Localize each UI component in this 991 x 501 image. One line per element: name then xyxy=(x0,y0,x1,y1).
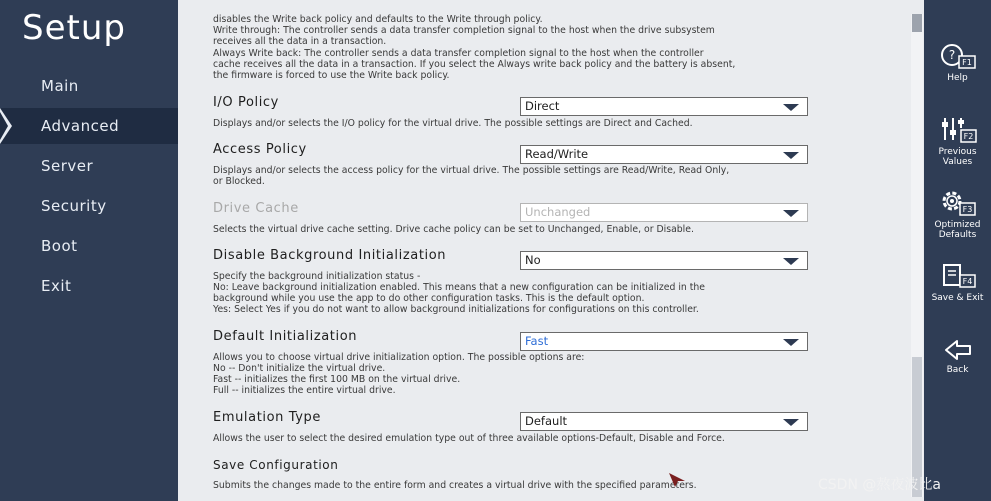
default-init-desc: No -- Don't initialize the virtual drive. xyxy=(213,363,386,374)
gear-icon xyxy=(939,189,977,217)
access-policy-desc: Displays and/or selects the access policy for the virtual drive. The possible settings are Read/Write, Read Only, xyxy=(213,165,730,176)
mouse-cursor-icon xyxy=(668,472,686,488)
drive-cache-dropdown xyxy=(520,203,808,222)
save-exit-label: Save & Exit xyxy=(931,293,984,303)
access-policy-value: Read/Write xyxy=(525,147,589,161)
nav-item-label: Server xyxy=(41,157,94,175)
default-init-desc: Full -- initializes the entire virtual drive. xyxy=(213,385,396,396)
nav-item-label: Advanced xyxy=(41,117,120,135)
vertical-scrollbar[interactable] xyxy=(911,14,923,497)
scrollbar-thumb[interactable] xyxy=(912,14,922,32)
disable-bgi-desc: Specify the background initialization status - xyxy=(213,271,421,282)
nav-item-label: Exit xyxy=(41,277,72,295)
default-init-desc: Allows you to choose virtual drive initialization option. The possible options are: xyxy=(213,352,585,363)
disable-bgi-desc: Yes: Select Yes if you do not want to allow background initializations for configurations on this controller. xyxy=(213,304,699,315)
chevron-down-icon xyxy=(783,152,799,159)
write-policy-desc-line: Write through: The controller sends a data transfer completion signal to the host when the drive subsystem xyxy=(213,25,715,36)
watermark-text: CSDN @熬夜波比a xyxy=(818,477,941,493)
default-init-dropdown[interactable] xyxy=(520,332,808,351)
help-icon xyxy=(939,44,977,70)
nav-item-label: Main xyxy=(41,77,79,95)
chevron-down-icon xyxy=(783,419,799,426)
chevron-down-icon xyxy=(783,104,799,111)
emulation-type-value: Default xyxy=(525,414,568,428)
previous-values-button[interactable] xyxy=(924,116,991,167)
nav-item-server[interactable] xyxy=(0,148,178,184)
io-policy-value: Direct xyxy=(525,99,560,113)
previous-label: Previous xyxy=(938,147,977,157)
default-init-label: Default Initialization xyxy=(213,329,358,344)
nav-item-advanced[interactable] xyxy=(0,108,178,144)
save-exit-icon xyxy=(939,262,977,290)
optimized-label: Optimized xyxy=(934,220,981,230)
svg-text:?: ? xyxy=(948,48,955,62)
optimized-defaults-button[interactable] xyxy=(924,189,991,240)
help-label: Help xyxy=(947,73,968,83)
default-init-value: Fast xyxy=(525,334,549,348)
access-policy-label: Access Policy xyxy=(213,142,307,157)
save-exit-button[interactable] xyxy=(924,262,991,303)
help-key: F1 xyxy=(961,58,972,67)
io-policy-desc: Displays and/or selects the I/O policy for the virtual drive. The possible settings are Direct and Cached. xyxy=(213,118,693,129)
back-button[interactable] xyxy=(924,338,991,375)
nav-item-main[interactable] xyxy=(0,68,178,104)
sliders-icon xyxy=(939,116,977,144)
emulation-type-label: Emulation Type xyxy=(213,410,321,425)
disable-bgi-value: No xyxy=(525,253,541,267)
main-panel xyxy=(178,0,924,501)
back-label: Back xyxy=(946,365,969,375)
drive-cache-value: Unchanged xyxy=(525,205,591,219)
nav-item-label: Security xyxy=(41,197,107,215)
nav-item-label: Boot xyxy=(41,237,78,255)
write-policy-desc-line: disables the Write back policy and defaults to the Write through policy. xyxy=(213,14,543,25)
nav-item-security[interactable] xyxy=(0,188,178,224)
write-policy-desc-line: cache receives all the data in a transaction. If you select the Always write back policy and the battery is absent, xyxy=(213,59,736,70)
nav-item-exit[interactable] xyxy=(0,268,178,304)
drive-cache-desc: Selects the virtual drive cache setting. Drive cache policy can be set to Unchanged, Enable, or Disable. xyxy=(213,224,694,235)
emulation-type-desc: Allows the user to select the desired emulation type out of three available options-Default, Disable and Force. xyxy=(213,433,725,444)
settings-form xyxy=(178,0,908,501)
drive-cache-label: Drive Cache xyxy=(213,201,299,216)
emulation-type-dropdown[interactable] xyxy=(520,412,808,431)
chevron-down-icon xyxy=(783,210,799,217)
help-button[interactable] xyxy=(924,44,991,83)
io-policy-dropdown[interactable] xyxy=(520,97,808,116)
back-arrow-icon xyxy=(939,338,977,362)
save-configuration-link[interactable]: Save Configuration xyxy=(213,458,339,472)
previous-label: Values xyxy=(942,157,973,167)
optimized-label: Defaults xyxy=(938,230,977,240)
chevron-down-icon xyxy=(783,258,799,265)
active-arrow-icon xyxy=(0,108,12,144)
write-policy-desc-line: receives all the data in a transaction. xyxy=(213,36,387,47)
access-policy-dropdown[interactable] xyxy=(520,145,808,164)
write-policy-desc-line: the firmware is forced to use the Write back policy. xyxy=(213,70,450,81)
previous-key: F2 xyxy=(963,132,973,141)
disable-bgi-desc: background while you use the app to do other configuration tasks. This is the default option. xyxy=(213,293,645,304)
nav-item-boot[interactable] xyxy=(0,228,178,264)
setup-title: Setup xyxy=(22,8,126,48)
sidebar xyxy=(0,0,178,501)
optimized-key: F3 xyxy=(962,205,972,214)
save-config-desc: Submits the changes made to the entire form and creates a virtual drive with the specified parameters. xyxy=(213,480,697,491)
io-policy-label: I/O Policy xyxy=(213,95,279,110)
default-init-desc: Fast -- initializes the first 100 MB on the virtual drive. xyxy=(213,374,461,385)
disable-bgi-label: Disable Background Initialization xyxy=(213,248,447,263)
function-key-bar xyxy=(924,0,991,501)
disable-bgi-dropdown[interactable] xyxy=(520,251,808,270)
disable-bgi-desc: No: Leave background initialization enabled. This means that a new configuration can be initialized in the xyxy=(213,282,706,293)
save-exit-key: F4 xyxy=(962,277,972,286)
chevron-down-icon xyxy=(783,339,799,346)
write-policy-desc-line: Always Write back: The controller sends a data transfer completion signal to the host when the controller xyxy=(213,48,704,59)
access-policy-desc: or Blocked. xyxy=(213,176,265,187)
